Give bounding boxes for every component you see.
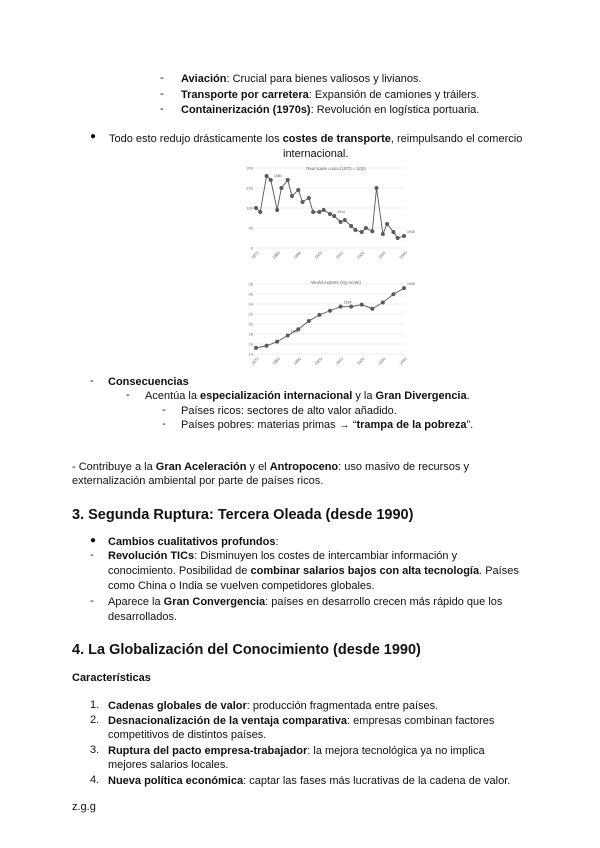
dash-marker: - <box>160 103 164 115</box>
data-point <box>349 224 353 228</box>
data-point <box>381 232 385 236</box>
item-number: 4. <box>90 774 100 786</box>
list-item-line2: conocimiento. Posibilidad de combinar salarios bajos con alta tecnología. Países <box>108 565 519 577</box>
data-point <box>265 174 269 178</box>
chart-title: Real trade costs (1870 = 100) <box>306 166 366 171</box>
bullet-text-line2: internacional. <box>283 148 349 160</box>
data-point <box>286 333 290 337</box>
dash-marker: - <box>126 389 130 401</box>
data-point <box>349 305 353 309</box>
y-tick-label: 24 <box>248 301 253 307</box>
data-point <box>307 319 311 323</box>
data-point <box>279 186 283 190</box>
dash-marker: - <box>90 595 94 607</box>
data-point <box>364 226 368 230</box>
data-point <box>328 309 332 313</box>
list-item: Países ricos: sectores de alto valor añadido. <box>181 405 397 417</box>
dash-marker: - <box>90 375 94 387</box>
data-point <box>332 214 336 218</box>
y-tick-label: 16 <box>248 341 253 347</box>
section-4-title: 4. La Globalización del Conocimiento (desde 1990) <box>72 642 421 658</box>
numbered-item: Ruptura del pacto empresa-trabajador: la mejora tecnológica ya no implica <box>108 745 485 757</box>
y-tick-label: 22 <box>248 311 253 317</box>
data-point <box>265 344 269 348</box>
y-tick-label: 50 <box>248 225 253 231</box>
list-item: Aviación: Crucial para bienes valiosos y livianos. <box>181 73 422 85</box>
x-tick-label: 1920 <box>355 356 366 366</box>
paragraph: - Contribuye a la Gran Aceleración y el Antropoceno: uso masivo de recursos y <box>72 461 469 473</box>
data-point <box>402 286 406 290</box>
data-point <box>275 340 279 344</box>
numbered-item: Desnacionalización de la ventaja comparativa: empresas combinan factores <box>108 715 495 727</box>
chart-title: World exports (log scale) <box>311 280 361 285</box>
data-point <box>381 301 385 305</box>
data-point <box>328 212 332 216</box>
x-tick-label: 1890 <box>292 356 303 366</box>
x-tick-label: 1910 <box>334 356 345 366</box>
footer-initials: z.g.g <box>72 801 96 813</box>
consecuencias-title: Consecuencias <box>108 376 189 388</box>
y-tick-label: 28 <box>248 281 253 287</box>
data-point <box>275 208 279 212</box>
data-point <box>385 222 389 226</box>
y-tick-label: 150 <box>246 185 253 191</box>
list-item-line3: como China o India se vuelven competidores globales. <box>108 580 375 592</box>
numbered-item: Cadenas globales de valor: producción fragmentada entre países. <box>108 700 439 712</box>
y-tick-label: 100 <box>246 205 253 211</box>
data-point <box>296 188 300 192</box>
data-point <box>370 229 374 233</box>
x-tick-label: 1940 <box>398 356 408 366</box>
y-tick-label: 0 <box>250 245 253 251</box>
x-tick-label: 1940 <box>398 250 408 260</box>
data-point <box>402 234 406 238</box>
data-point <box>360 303 364 307</box>
list-item: Containerización (1970s): Revolución en logística portuaria. <box>181 104 480 116</box>
x-tick-label: 1900 <box>313 250 324 260</box>
data-point <box>254 346 258 350</box>
data-point <box>290 194 294 198</box>
data-point <box>269 178 273 182</box>
data-point <box>301 200 305 204</box>
data-point <box>396 236 400 240</box>
numbered-item-line2: competitivos de distintos países. <box>108 729 267 741</box>
data-point <box>353 228 357 232</box>
dash-marker: - <box>160 72 164 84</box>
data-point <box>391 292 395 296</box>
x-tick-label: 1900 <box>313 356 324 366</box>
y-tick-label: 14 <box>248 351 253 357</box>
x-tick-label: 1870 <box>250 356 260 366</box>
paragraph-line2: externalización ambiental por parte de países ricos. <box>72 475 324 487</box>
list-item: Transporte por carretera: Expansión de camiones y tráilers. <box>181 89 480 101</box>
x-tick-label: 1880 <box>271 250 281 260</box>
bullet-text: Todo esto redujo drásticamente los costes de transporte, reimpulsando el comercio <box>109 133 523 145</box>
data-point <box>375 186 379 190</box>
annotation-label: 1914 <box>337 210 346 214</box>
numbered-item: Nueva política económica: captar las fases más lucrativas de la cadena de valor. <box>108 775 511 787</box>
y-tick-label: 20 <box>248 321 253 327</box>
data-point <box>322 208 326 212</box>
data-point <box>254 206 258 210</box>
x-tick-label: 1930 <box>376 250 387 260</box>
data-point <box>370 307 374 311</box>
bullet-marker: ● <box>90 131 97 142</box>
list-item: Aparece la Gran Convergencia: países en desarrollo crecen más rápido que los <box>108 596 503 608</box>
y-tick-label: 26 <box>248 291 253 297</box>
list-item: Acentúa la especialización internacional y la Gran Divergencia. <box>145 390 470 402</box>
numbered-item-line2: mejores salarios locales. <box>108 759 229 771</box>
chart-world-exports <box>236 274 415 366</box>
data-point <box>343 218 347 222</box>
data-point <box>307 196 311 200</box>
data-point <box>360 230 364 234</box>
x-tick-label: 1930 <box>376 356 387 366</box>
list-item: Revolución TICs: Disminuyen los costes de intercambiar información y <box>108 550 458 562</box>
chart-trade-costs <box>236 162 415 262</box>
annotation-label: 1945 <box>407 282 415 287</box>
data-point <box>339 220 343 224</box>
data-point <box>317 210 321 214</box>
subtitle: Características <box>72 672 151 684</box>
data-point <box>339 305 343 309</box>
x-tick-label: 1880 <box>271 356 281 366</box>
bullet-marker: ● <box>90 535 97 546</box>
x-tick-label: 1910 <box>334 250 345 260</box>
dash-marker: - <box>162 418 166 430</box>
annotation-label: 1914 <box>343 300 352 305</box>
annotation-label: 1880 <box>290 329 299 334</box>
list-item: Cambios cualitativos profundos: <box>108 536 279 548</box>
data-point <box>317 313 321 317</box>
dash-marker: - <box>90 549 94 561</box>
x-tick-label: 1870 <box>250 250 260 260</box>
data-point <box>311 210 315 214</box>
x-tick-label: 1920 <box>355 250 366 260</box>
data-point <box>391 230 395 234</box>
x-tick-label: 1890 <box>292 250 303 260</box>
annotation-label: 1945 <box>407 230 415 234</box>
y-tick-label: 200 <box>246 165 253 171</box>
annotation-label: 1880 <box>273 174 282 178</box>
y-tick-label: 18 <box>248 331 253 337</box>
dash-marker: - <box>160 88 164 100</box>
item-number: 2. <box>90 714 100 726</box>
item-number: 1. <box>90 699 100 711</box>
list-item-line2: desarrollados. <box>108 611 178 623</box>
list-item: Países pobres: materias primas → “trampa de la pobreza”. <box>181 419 474 431</box>
section-3-title: 3. Segunda Ruptura: Tercera Oleada (desde 1990) <box>72 507 414 523</box>
dash-marker: - <box>162 404 166 416</box>
item-number: 3. <box>90 744 100 756</box>
data-point <box>286 178 290 182</box>
data-point <box>258 210 262 214</box>
